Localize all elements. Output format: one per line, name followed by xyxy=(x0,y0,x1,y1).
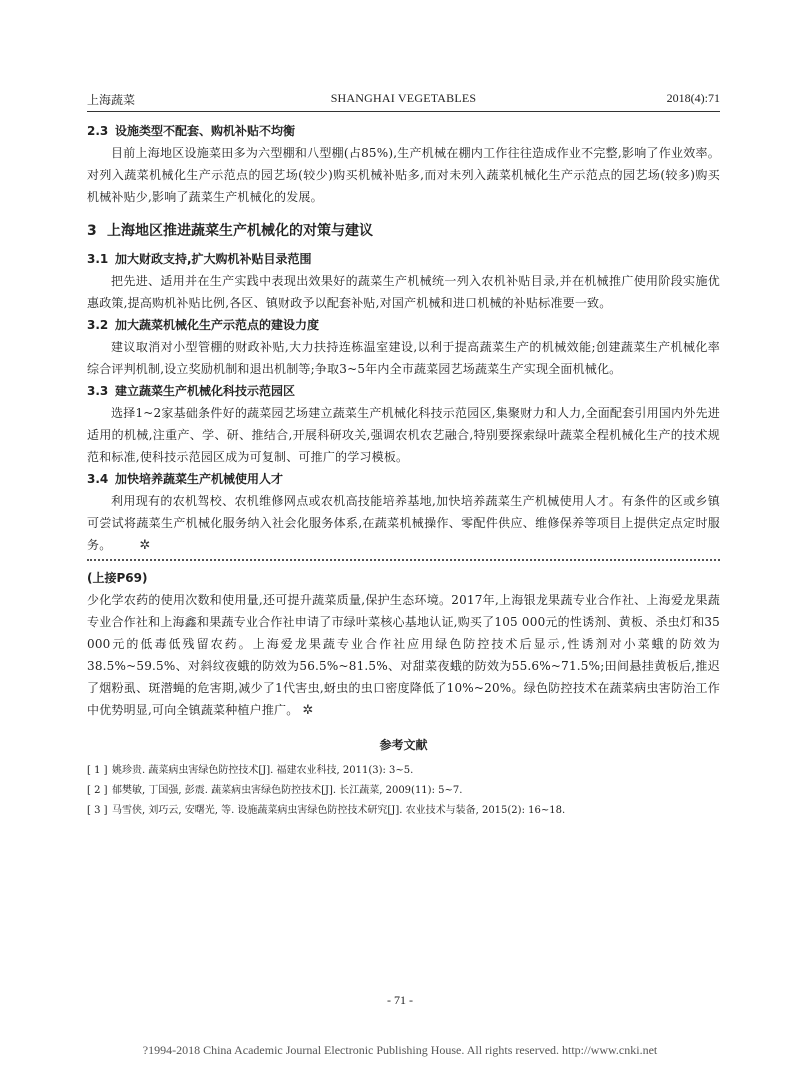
reference-item xyxy=(87,781,720,801)
section-number: 2.3 xyxy=(87,124,109,138)
section-title: 建立蔬菜生产机械化科技示范园区 xyxy=(115,384,296,398)
section-heading-3-2 xyxy=(87,314,720,336)
paragraph-text: 少化学农药的使用次数和使用量,还可提升蔬菜质量,保护生态环境。2017年,上海银龙果蔬专业合作社、上海爱龙果蔬专业合作社和上海鑫和果蔬专业合作社申请了市绿叶菜核心基地认证,购买了105 000元的性诱剂、黄板、杀虫灯和35 000元的低毒低残留农药。上海爱龙果蔬专业合作社应用绿色防控技术后显示,性诱剂对小菜蛾的防效为38.5%~59.5%、对斜纹夜蛾的防效为56.5%~81.5%、对甜菜夜蛾的防效为55.6%~71.5%;田间悬挂黄板后,推迟了烟粉虱、斑潜蝇的危害期,减少了1代害虫,蚜虫的虫口密度降低了10%~20%。绿色防控技术在蔬菜病虫害防治工作中优势明显,可向全镇蔬菜种植户推广。 xyxy=(87,593,720,717)
section-title: 加大蔬菜机械化生产示范点的建设力度 xyxy=(115,318,320,332)
section-number: 3.2 xyxy=(87,318,109,332)
section-number: 3 xyxy=(87,223,97,239)
paragraph-3-3: 选择1~2家基础条件好的蔬菜园艺场建立蔬菜生产机械化科技示范园区,集聚财力和人力,全面配套引用国内外先进适用的机械,注重产、学、研、推结合,开展科研攻关,强调农机农艺融合,特别要探索绿叶蔬菜全程机械化生产的技术规范和标准,使科技示范园区成为可复制、可推广的学习模板。 xyxy=(87,406,720,464)
section-title: 加大财政支持,扩大购机补贴目录范围 xyxy=(115,252,312,266)
dotted-divider xyxy=(87,559,720,561)
issue-page: 2018(4):71 xyxy=(666,91,720,105)
page-number: - 71 - xyxy=(387,993,413,1007)
paragraph-text: 利用现有的农机驾校、农机维修网点或农机高技能培养基地,加快培养蔬菜生产机械使用人才。有条件的区或乡镇可尝试将蔬菜生产机械化服务纳入社会化服务体系,在蔬菜机械操作、零配件供应、维修保养等项目上提供定点定时服务。 xyxy=(87,494,720,552)
section-heading-3-3 xyxy=(87,380,720,402)
reference-number: [ 1 ] xyxy=(87,765,108,776)
paragraph-2-3: 目前上海地区设施菜田多为六型棚和八型棚(占85%),生产机械在棚内工作往往造成作业不完整,影响了作业效率。对列入蔬菜机械化生产示范点的园艺场(较少)购买机械补贴多,而对未列入蔬菜机械化生产示范点的园艺场(较多)购买机械补贴少,影响了蔬菜生产机械化的发展。 xyxy=(87,146,720,204)
reference-text: 马雪侠, 刘巧云, 安曙光, 等. 设施蔬菜病虫害绿色防控技术研究[J]. 农业技术与装备, 2015(2): 16~18. xyxy=(112,805,566,816)
references-title: 参考文献 xyxy=(379,738,428,752)
continuation-paragraph xyxy=(87,589,720,722)
section-heading-3-1 xyxy=(87,248,720,270)
section-number: 3.4 xyxy=(87,472,109,486)
paragraph-3-1: 把先进、适用并在生产实践中表现出效果好的蔬菜生产机械统一列入农机补贴目录,并在机械推广使用阶段实施优惠政策,提高购机补贴比例,各区、镇财政予以配套补贴,对国产机械和进口机械的补贴标准要一致。 xyxy=(87,274,720,310)
reference-text: 郁樊敏, 丁国强, 彭震. 蔬菜病虫害绿色防控技术[J]. 长江蔬菜, 2009(11): 5~7. xyxy=(112,785,463,796)
reference-item xyxy=(87,801,720,821)
article-end-icon: ✲ xyxy=(139,538,151,553)
reference-number: [ 2 ] xyxy=(87,785,108,796)
section-number: 3.3 xyxy=(87,384,109,398)
journal-name: 上海蔬菜 xyxy=(87,93,136,107)
running-header xyxy=(87,89,720,112)
section-title: 加快培养蔬菜生产机械使用人才 xyxy=(115,472,284,486)
section-title: 设施类型不配套、购机补贴不均衡 xyxy=(115,124,296,138)
journal-english-name: SHANGHAI VEGETABLES xyxy=(330,91,477,105)
continuation-label: (上接P69) xyxy=(87,571,148,585)
article-body xyxy=(87,120,720,821)
section-heading-3 xyxy=(87,220,720,242)
article-end-icon: ✲ xyxy=(302,703,314,718)
paragraph-3-2: 建议取消对小型管棚的财政补贴,大力扶持连栋温室建设,以利于提高蔬菜生产的机械效能;创建蔬菜生产机械化率综合评判机制,设立奖励机制和退出机制等;争取3~5年内全市蔬菜园艺场蔬菜生产实现全面机械化。 xyxy=(87,340,720,376)
reference-text: 姚珍贵. 蔬菜病虫害绿色防控技术[J]. 福建农业科技, 2011(3): 3~5. xyxy=(112,765,414,776)
section-number: 3.1 xyxy=(87,252,109,266)
reference-item xyxy=(87,761,720,781)
section-heading-3-4 xyxy=(87,468,720,490)
copyright-footer: ?1994-2018 China Academic Journal Electronic Publishing House. All rights reserved. http://www.cnki.net xyxy=(142,1043,658,1057)
paragraph-3-4 xyxy=(87,490,720,557)
references-list xyxy=(87,761,720,821)
section-title: 上海地区推进蔬菜生产机械化的对策与建议 xyxy=(107,223,373,239)
reference-number: [ 3 ] xyxy=(87,805,108,816)
section-heading-2-3 xyxy=(87,120,720,142)
